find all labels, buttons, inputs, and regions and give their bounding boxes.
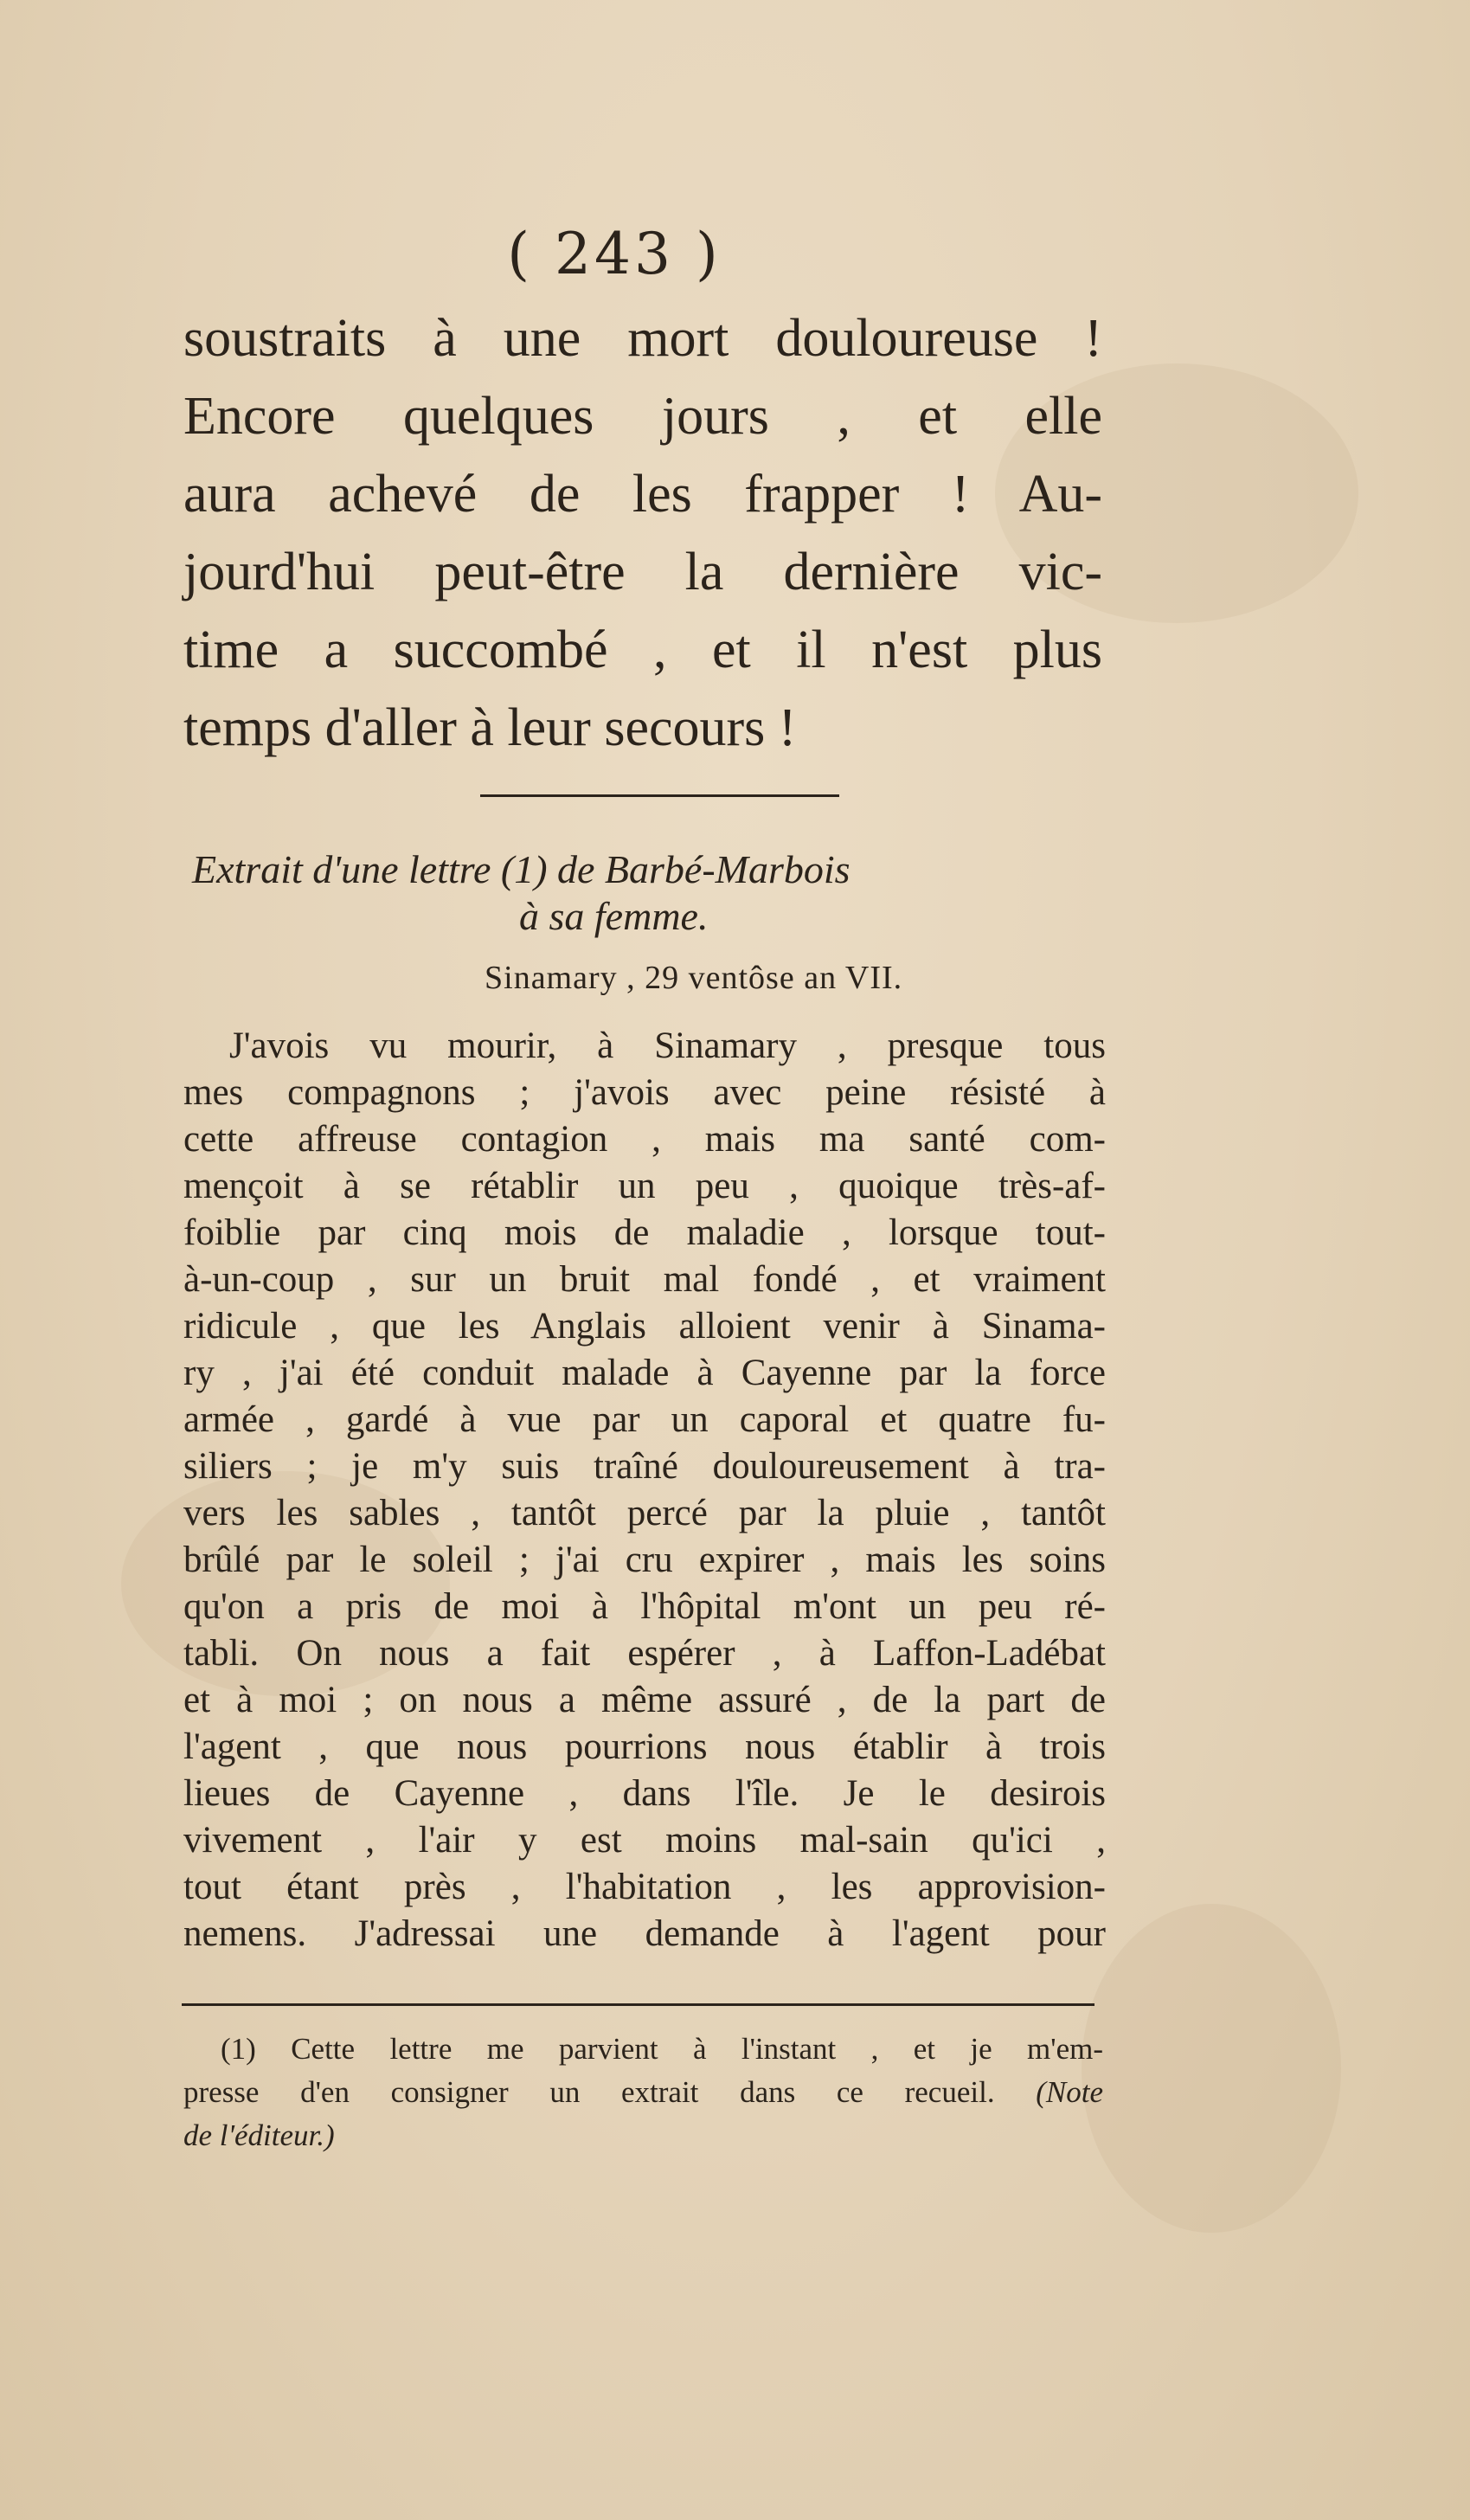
body-line: jourd'hui peut-être la dernière vic-: [183, 543, 1102, 601]
letter-line: et à moi ; on nous a même assuré , de la part de: [183, 1680, 1106, 1720]
body-line: soustraits à une mort douloureuse !: [183, 309, 1102, 368]
letter-line: tabli. On nous a fait espérer , à Laffon-Ladébat: [183, 1633, 1106, 1674]
letter-line: vivement , l'air y est moins mal-sain qu'ici ,: [183, 1820, 1106, 1861]
footnote-divider: [182, 2003, 1094, 2006]
letter-line: l'agent , que nous pourrions nous établir à trois: [183, 1726, 1106, 1767]
section-divider: [480, 794, 839, 797]
letter-line: lieues de Cayenne , dans l'île. Je le desirois: [183, 1773, 1106, 1814]
letter-line: mes compagnons ; j'avois avec peine résisté à: [183, 1072, 1106, 1113]
body-line: aura achevé de les frapper ! Au-: [183, 465, 1102, 524]
letter-dateline: Sinamary , 29 ventôse an VII.: [485, 960, 903, 996]
letter-line: à-un-coup , sur un bruit mal fondé , et vraiment: [183, 1259, 1106, 1300]
letter-line: tout étant près , l'habitation , les approvision-: [183, 1867, 1106, 1907]
footnote-note-label: (Note: [1036, 2075, 1103, 2109]
letter-line: mençoit à se rétablir un peu , quoique très-af-: [183, 1166, 1106, 1206]
letter-line: foiblie par cinq mois de maladie , lorsque tout-: [183, 1212, 1106, 1253]
body-line: Encore quelques jours , et elle: [183, 387, 1102, 446]
letter-line: brûlé par le soleil ; j'ai cru expirer , mais les soins: [183, 1540, 1106, 1580]
letter-line: vers les sables , tantôt percé par la pluie , tantôt: [183, 1493, 1106, 1533]
letter-line: ry , j'ai été conduit malade à Cayenne par la force: [183, 1353, 1106, 1393]
footnote-line: de l'éditeur.): [183, 2118, 335, 2152]
letter-line: cette affreuse contagion , mais ma santé com-: [183, 1119, 1106, 1160]
letter-line: nemens. J'adressai une demande à l'agent pour: [183, 1913, 1106, 1954]
footnote-line: (1) Cette lettre me parvient à l'instant , et je m'em-: [221, 2032, 1103, 2066]
letter-line: qu'on a pris de moi à l'hôpital m'ont un peu ré-: [183, 1586, 1106, 1627]
body-line: time a succombé , et il n'est plus: [183, 620, 1102, 679]
letter-line: ridicule , que les Anglais alloient venir à Sinama-: [183, 1306, 1106, 1347]
footnote-line: [183, 2075, 1103, 2110]
page-number: ( 243 ): [507, 221, 722, 287]
letter-line: J'avois vu mourir, à Sinamary , presque tous: [229, 1025, 1106, 1066]
footnote-text: presse d'en consigner un extrait dans ce recueil.: [183, 2075, 995, 2109]
letter-line: armée , gardé à vue par un caporal et quatre fu-: [183, 1399, 1106, 1440]
body-line: temps d'aller à leur secours !: [183, 698, 797, 757]
letter-heading-subline: à sa femme.: [519, 894, 709, 938]
letter-heading: Extrait d'une lettre (1) de Barbé-Marbois: [192, 847, 851, 891]
paper-stain: [1082, 1904, 1341, 2233]
letter-line: siliers ; je m'y suis traîné douloureusement à tra-: [183, 1446, 1106, 1487]
